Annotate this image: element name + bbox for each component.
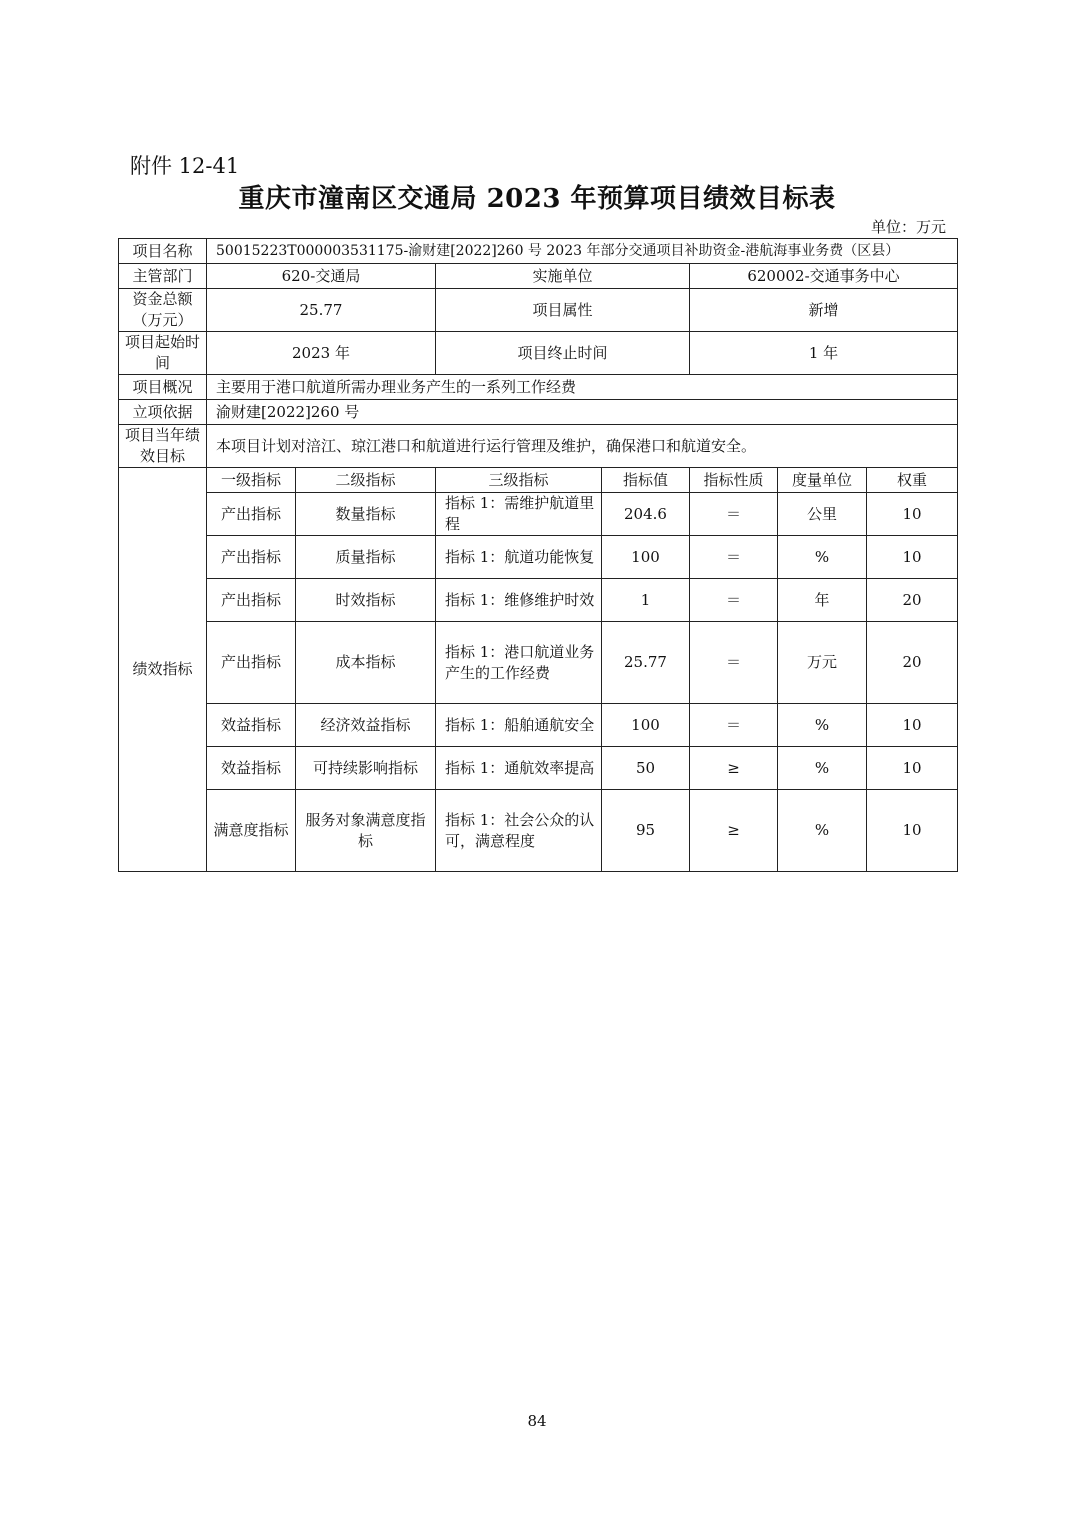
level3-cell: 指标 1：需维护航道里程 (436, 493, 602, 536)
attr-value: 新增 (690, 289, 958, 332)
level1-cell: 满意度指标 (207, 790, 296, 872)
project-name-label: 项目名称 (119, 239, 207, 264)
performance-table (118, 238, 958, 872)
weight-cell: 20 (867, 622, 958, 704)
overview-value: 主要用于港口航道所需办理业务产生的一系列工作经费 (207, 375, 958, 400)
level3-cell: 指标 1：维修维护时效 (436, 579, 602, 622)
level1-cell: 产出指标 (207, 536, 296, 579)
weight-cell: 10 (867, 493, 958, 536)
level1-cell: 效益指标 (207, 747, 296, 790)
goal-value: 本项目计划对涪江、琼江港口和航道进行运行管理及维护，确保港口和航道安全。 (207, 425, 958, 468)
table-row (119, 579, 958, 622)
weight-cell: 20 (867, 579, 958, 622)
page-number: 84 (527, 1412, 547, 1430)
value-cell: 50 (602, 747, 690, 790)
weight-cell: 10 (867, 790, 958, 872)
header-level3: 三级指标 (436, 468, 602, 493)
table-row (119, 704, 958, 747)
level2-cell: 服务对象满意度指标 (296, 790, 436, 872)
unit-cell: % (778, 790, 867, 872)
table-row (119, 536, 958, 579)
value-cell: 95 (602, 790, 690, 872)
level3-cell: 指标 1：港口航道业务产生的工作经费 (436, 622, 602, 704)
level1-cell: 效益指标 (207, 704, 296, 747)
unit-cell: 年 (778, 579, 867, 622)
header-nature: 指标性质 (690, 468, 778, 493)
level3-cell: 指标 1：社会公众的认可，满意程度 (436, 790, 602, 872)
level2-cell: 成本指标 (296, 622, 436, 704)
value-cell: 100 (602, 536, 690, 579)
value-cell: 1 (602, 579, 690, 622)
nature-cell: ＝ (690, 704, 778, 747)
value-cell: 100 (602, 704, 690, 747)
header-weight: 权重 (867, 468, 958, 493)
level2-cell: 时效指标 (296, 579, 436, 622)
attr-label: 项目属性 (436, 289, 690, 332)
level1-cell: 产出指标 (207, 622, 296, 704)
table-row (119, 622, 958, 704)
header-level2: 二级指标 (296, 468, 436, 493)
level3-cell: 指标 1：航道功能恢复 (436, 536, 602, 579)
impl-label: 实施单位 (436, 264, 690, 289)
dept-value: 620-交通局 (207, 264, 436, 289)
unit-label: 单位：万元 (870, 218, 946, 236)
level2-cell: 可持续影响指标 (296, 747, 436, 790)
table-row (119, 747, 958, 790)
value-cell: 25.77 (602, 622, 690, 704)
end-value: 1 年 (690, 332, 958, 375)
header-level1: 一级指标 (207, 468, 296, 493)
start-label: 项目起始时间 (119, 332, 207, 375)
basis-label: 立项依据 (119, 400, 207, 425)
unit-cell: % (778, 704, 867, 747)
header-unit: 度量单位 (778, 468, 867, 493)
nature-cell: ≥ (690, 747, 778, 790)
level3-cell: 指标 1：船舶通航安全 (436, 704, 602, 747)
nature-cell: ＝ (690, 493, 778, 536)
basis-value: 渝财建[2022]260 号 (207, 400, 958, 425)
table-row (119, 790, 958, 872)
page-title: 重庆市潼南区交通局 2023 年预算项目绩效目标表 (238, 184, 836, 214)
level2-cell: 数量指标 (296, 493, 436, 536)
level2-cell: 经济效益指标 (296, 704, 436, 747)
level3-cell: 指标 1：通航效率提高 (436, 747, 602, 790)
attachment-label: 附件 12-41 (130, 154, 240, 178)
level2-cell: 质量指标 (296, 536, 436, 579)
unit-cell: % (778, 536, 867, 579)
unit-cell: 万元 (778, 622, 867, 704)
level1-cell: 产出指标 (207, 579, 296, 622)
unit-cell: % (778, 747, 867, 790)
nature-cell: ＝ (690, 579, 778, 622)
perf-label: 绩效指标 (119, 468, 207, 872)
start-value: 2023 年 (207, 332, 436, 375)
unit-cell: 公里 (778, 493, 867, 536)
nature-cell: ＝ (690, 622, 778, 704)
level1-cell: 产出指标 (207, 493, 296, 536)
header-value: 指标值 (602, 468, 690, 493)
nature-cell: ≥ (690, 790, 778, 872)
dept-label: 主管部门 (119, 264, 207, 289)
overview-label: 项目概况 (119, 375, 207, 400)
weight-cell: 10 (867, 536, 958, 579)
project-name-value: 50015223T000003531175-渝财建[2022]260 号 2023 年部分交通项目补助资金-港航海事业务费（区县） (207, 239, 958, 264)
table-row (119, 493, 958, 536)
nature-cell: ＝ (690, 536, 778, 579)
fund-label: 资金总额（万元） (119, 289, 207, 332)
weight-cell: 10 (867, 747, 958, 790)
fund-value: 25.77 (207, 289, 436, 332)
weight-cell: 10 (867, 704, 958, 747)
impl-value: 620002-交通事务中心 (690, 264, 958, 289)
value-cell: 204.6 (602, 493, 690, 536)
end-label: 项目终止时间 (436, 332, 690, 375)
goal-label: 项目当年绩效目标 (119, 425, 207, 468)
